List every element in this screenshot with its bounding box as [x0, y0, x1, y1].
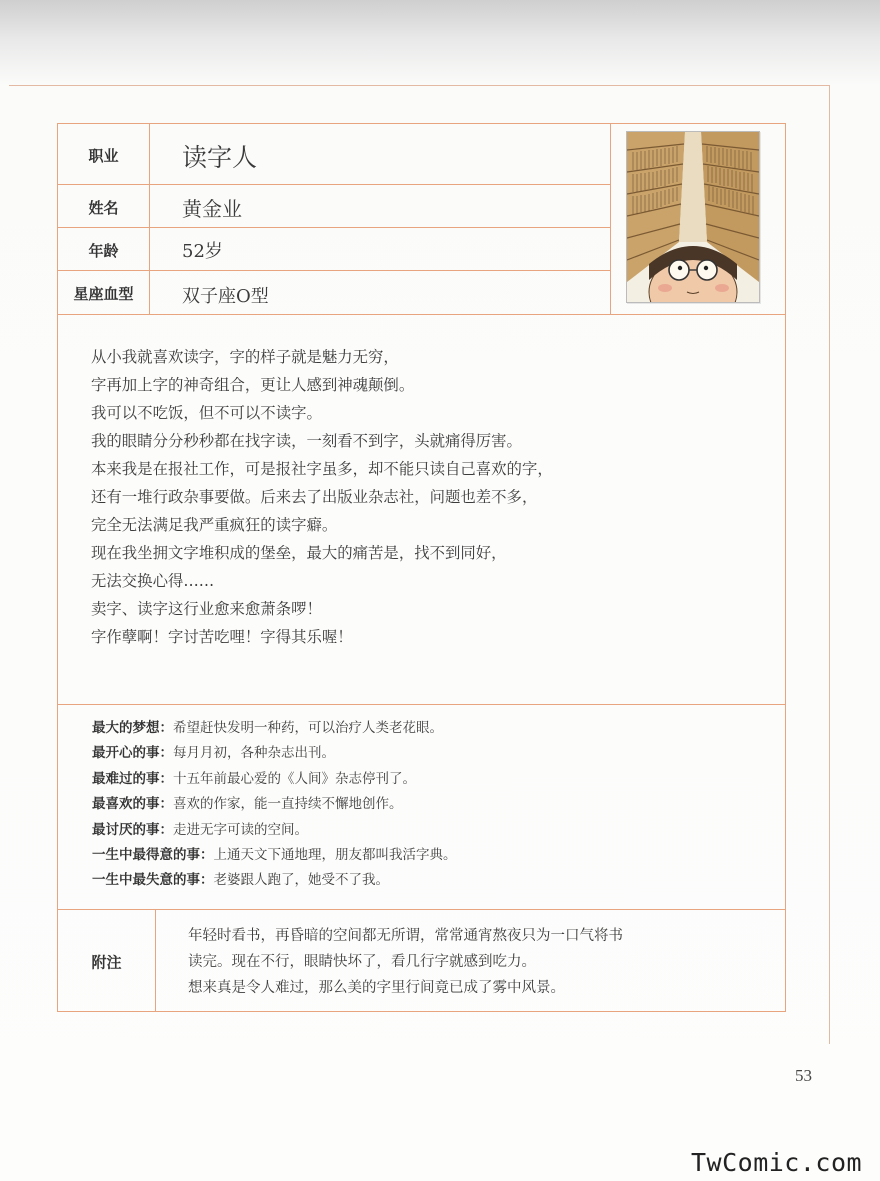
trait-value: 走进无字可读的空间。 [173, 821, 308, 838]
story-line: 我的眼睛分分秒秒都在找字读，一刻看不到字，头就痛得厉害。 [91, 432, 522, 450]
trait-label: 最开心的事： [92, 745, 173, 762]
divider [610, 124, 611, 314]
trait-value: 每月月初，各种杂志出刊。 [173, 745, 335, 762]
trait-value: 十五年前最心爱的《人间》杂志停刊了。 [173, 770, 416, 787]
story-line: 卖字、读字这行业愈来愈萧条啰！ [91, 600, 322, 618]
note-label: 附注 [91, 953, 122, 972]
age-label: 年龄 [88, 242, 119, 260]
story-line: 字再加上字的神奇组合，更让人感到神魂颠倒。 [91, 376, 415, 394]
divider [58, 314, 785, 315]
divider [58, 704, 785, 705]
trait-row [92, 843, 772, 868]
occupation-value: 读字人 [182, 143, 258, 172]
divider [155, 909, 156, 1011]
trait-label: 一生中最得意的事： [92, 847, 214, 864]
occupation-label: 职业 [88, 147, 119, 165]
trait-row [92, 868, 772, 893]
sign-blood-label: 星座血型 [73, 285, 134, 303]
trait-row [92, 818, 772, 843]
name-value: 黄金业 [182, 197, 242, 221]
divider [58, 184, 611, 185]
trait-label: 最难过的事： [92, 770, 173, 787]
trait-label: 一生中最失意的事： [92, 872, 214, 889]
story-line: 本来我是在报社工作，可是报社字虽多，却不能只读自己喜欢的字， [91, 460, 553, 478]
story-line: 无法交换心得…… [91, 572, 215, 590]
portrait-illustration [626, 131, 760, 303]
age-value: 52岁 [182, 241, 223, 262]
trait-row [92, 792, 772, 817]
story-line: 从小我就喜欢读字，字的样子就是魅力无穷， [91, 348, 399, 366]
divider [58, 270, 611, 271]
trait-value: 上通天文下通地理，朋友都叫我活字典。 [213, 847, 457, 864]
trait-label: 最喜欢的事： [92, 796, 173, 813]
watermark: TwComic.com [691, 1148, 863, 1177]
name-label: 姓名 [88, 199, 119, 217]
divider [58, 909, 785, 910]
note-line: 年轻时看书，再昏暗的空间都无所谓，常常通宵熬夜只为一口气将书 [188, 928, 623, 944]
trait-row [92, 741, 772, 766]
reader-illustration [627, 132, 759, 302]
trait-label: 最讨厌的事： [92, 821, 173, 838]
trait-value: 希望赶快发明一种药，可以治疗人类老花眼。 [173, 720, 443, 736]
page-number: 53 [795, 1066, 812, 1085]
divider [149, 124, 150, 314]
trait-value: 喜欢的作家，能一直持续不懈地创作。 [173, 796, 403, 813]
story-line: 我可以不吃饭，但不可以不读字。 [91, 404, 322, 422]
divider [58, 227, 611, 228]
sign-blood-value: 双子座O型 [182, 286, 269, 307]
story-line: 还有一堆行政杂事要做。后来去了出版业杂志社，问题也差不多， [91, 488, 538, 506]
trait-label: 最大的梦想： [92, 720, 173, 736]
trait-row [92, 767, 772, 792]
trait-row [92, 716, 772, 741]
note-line: 想来真是令人难过，那么美的字里行间竟已成了雾中风景。 [188, 980, 565, 996]
story-line: 完全无法满足我严重疯狂的读字癖。 [91, 516, 338, 534]
story-line: 现在我坐拥文字堆积成的堡垒，最大的痛苦是，找不到同好， [91, 544, 507, 562]
note-line: 读完。现在不行，眼睛快坏了，看几行字就感到吃力。 [188, 954, 536, 970]
note-text [188, 923, 778, 1001]
profile-card [57, 123, 786, 1012]
trait-value: 老婆跟人跑了，她受不了我。 [213, 872, 389, 889]
story-line: 字作孽啊！字讨苦吃哩！字得其乐喔！ [91, 628, 353, 646]
traits-list [92, 716, 772, 894]
story-text [91, 343, 771, 651]
